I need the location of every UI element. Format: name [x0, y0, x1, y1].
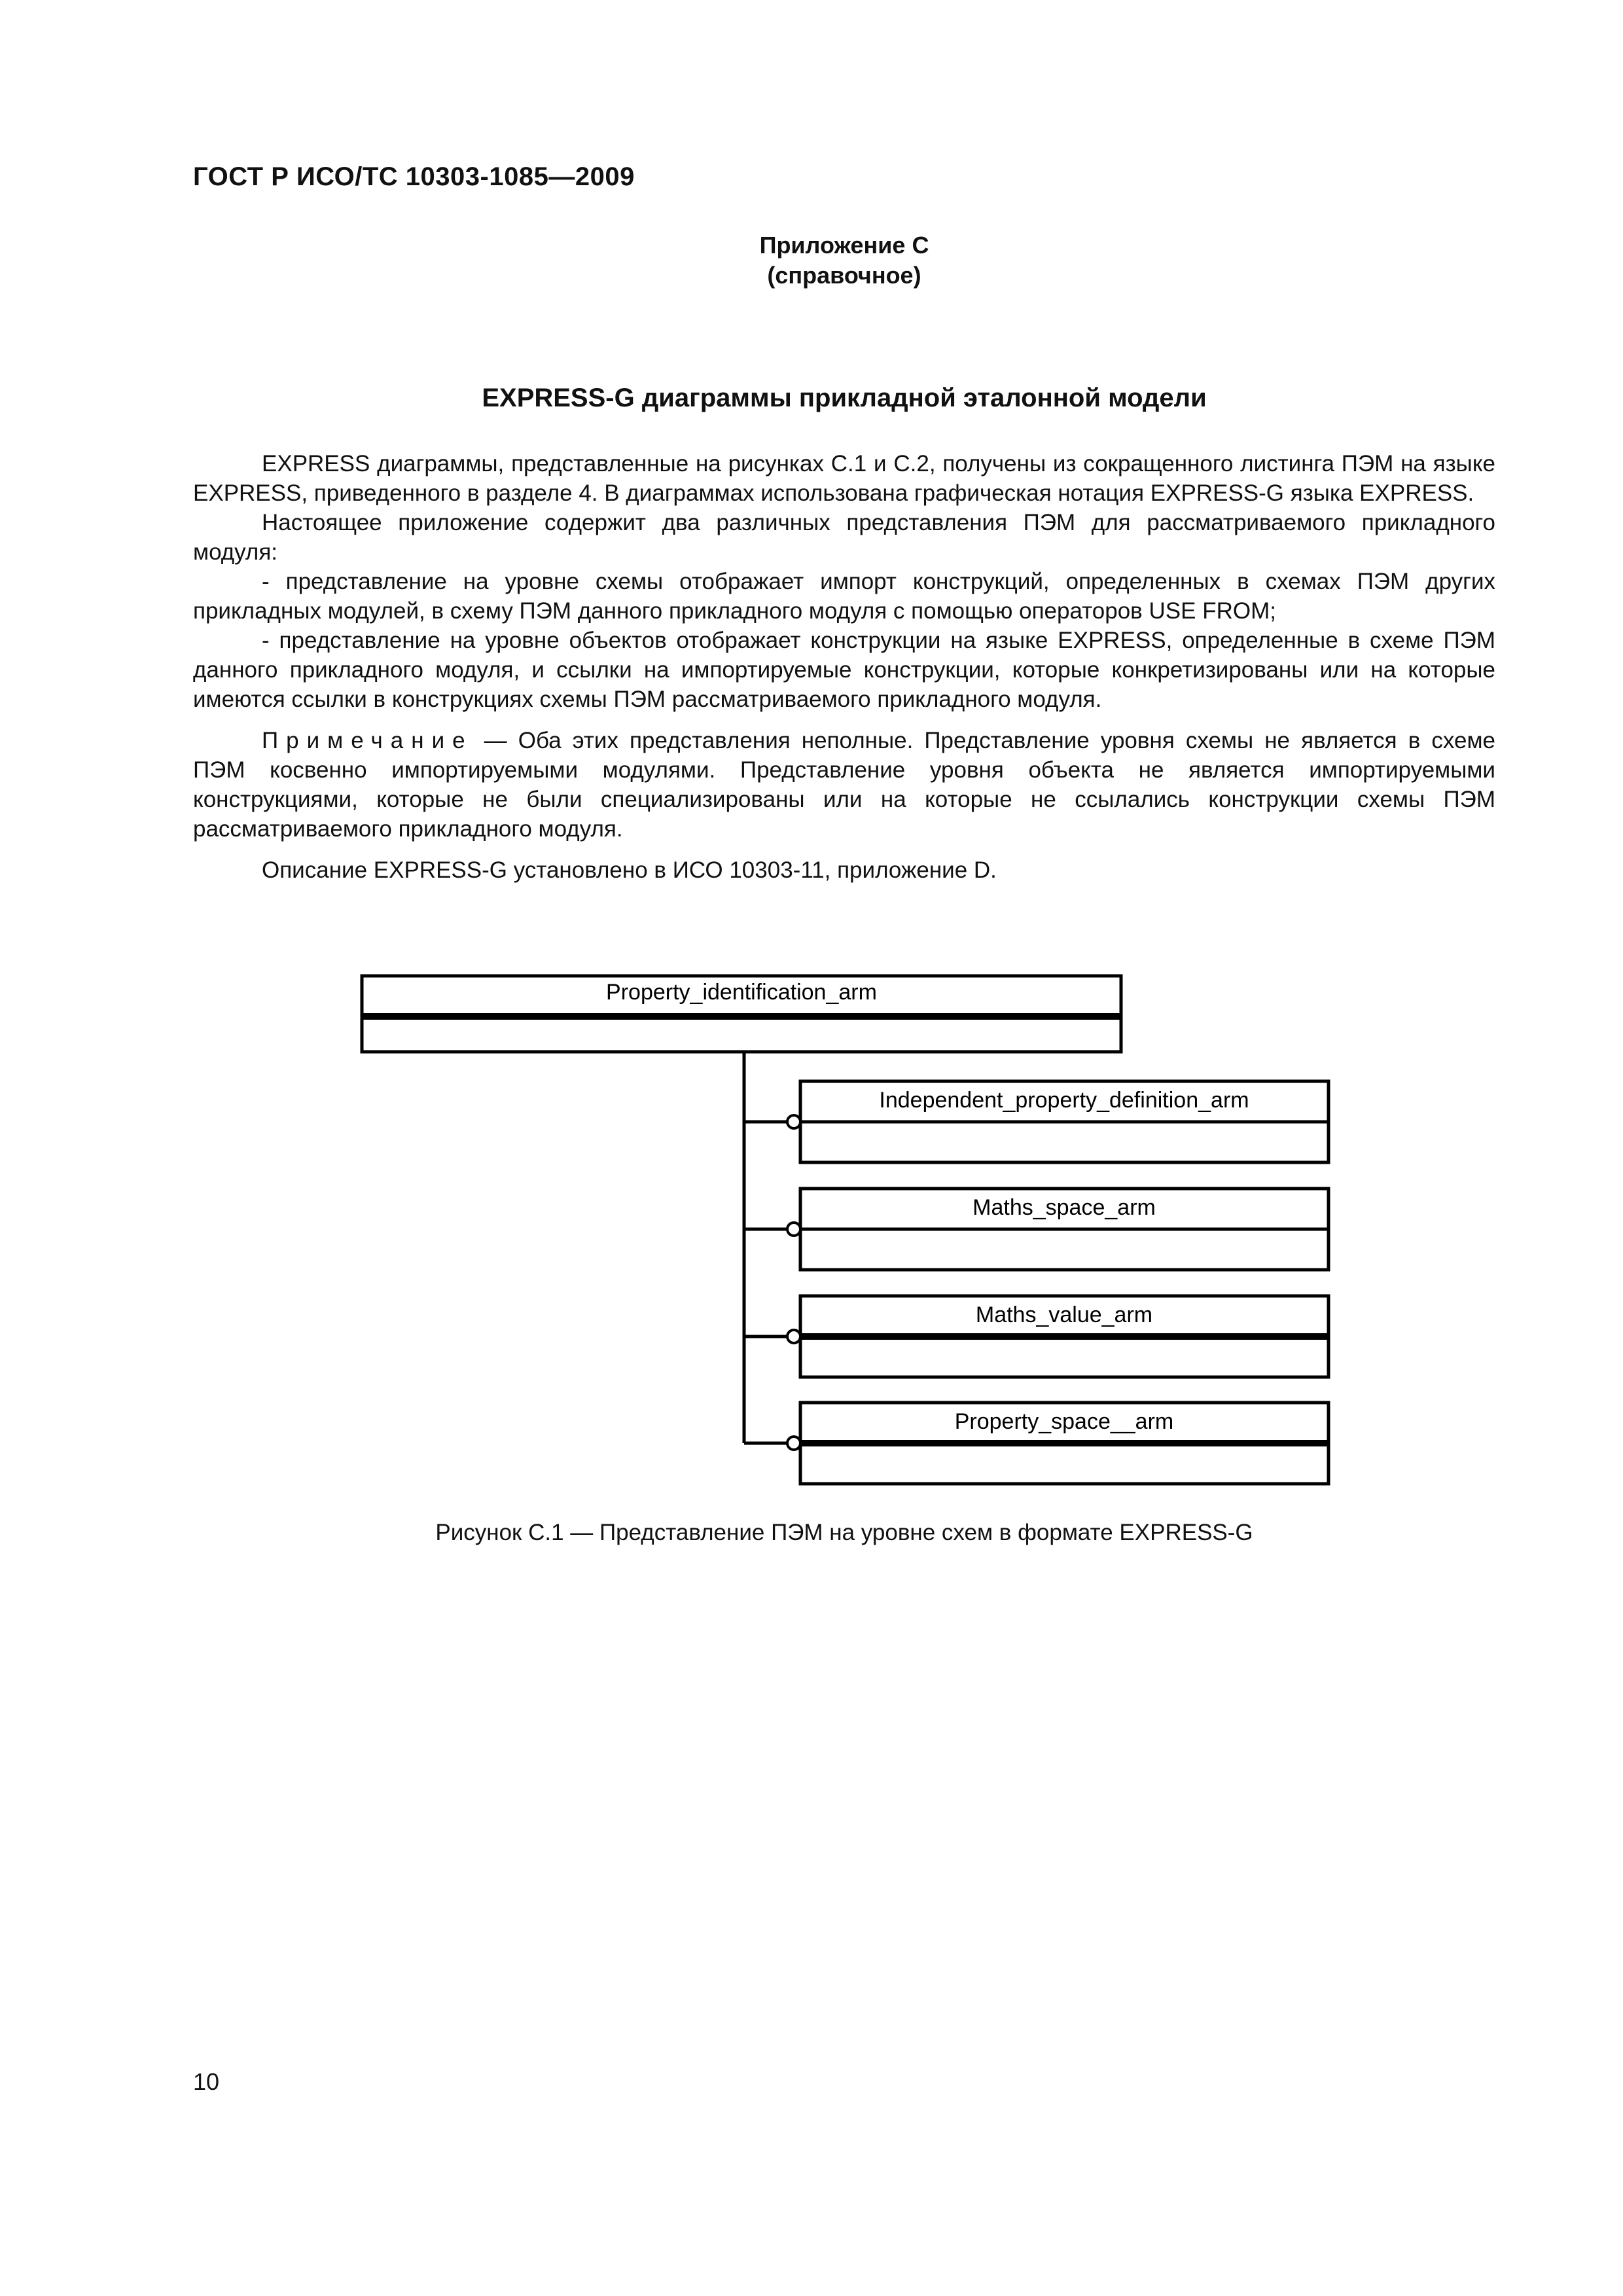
- entity-name-child: Maths_space_arm: [972, 1195, 1156, 1220]
- entity-name-child: Maths_value_arm: [975, 1302, 1153, 1327]
- paragraph: Настоящее приложение содержит два различных представления ПЭМ для рассматриваемого прикладного модуля:: [193, 510, 1495, 565]
- standard-code: ГОСТ Р ИСО/ТС 10303-1085—2009: [193, 162, 635, 191]
- paragraph: EXPRESS диаграммы, представленные на рисунках С.1 и С.2, получены из сокращенного листинга ПЭМ на языке EXPRESS, приведенного в разделе 4. В диаграммах использована графическая нотация EXPRESS-G языка EXPRESS.: [193, 451, 1495, 506]
- list-item: - представление на уровне объектов отображает конструкции на языке EXPRESS, определенные в схеме ПЭМ данного прикладного модуля, и ссылки на импортируемые конструкции, которые конкретизированы или на которые имеются ссылки в конструкциях схемы ПЭМ рассматриваемого прикладного модуля.: [193, 628, 1495, 712]
- entity-name-child: Property_space__arm: [954, 1409, 1174, 1434]
- note-label: Примечание: [262, 728, 473, 753]
- reference-paragraph: Описание EXPRESS-G установлено в ИСО 10303-11, приложение D.: [262, 857, 997, 883]
- figure-caption: Рисунок С.1 — Представление ПЭМ на уровне схем в формате EXPRESS-G: [435, 1520, 1253, 1545]
- subtype-circle-icon: [787, 1115, 800, 1128]
- annex-type: (справочное): [767, 262, 921, 289]
- entity-name-child: Independent_property_definition_arm: [879, 1088, 1249, 1113]
- entity-box-root: [362, 976, 1121, 1052]
- section-title: EXPRESS-G диаграммы прикладной эталонной модели: [482, 384, 1207, 412]
- entity-box-child: [800, 1081, 1329, 1162]
- entity-box-child: [800, 1296, 1329, 1377]
- subtype-circle-icon: [787, 1330, 800, 1343]
- annex-label: Приложение С: [759, 232, 929, 259]
- subtype-circle-icon: [787, 1437, 800, 1450]
- entity-box-child: [800, 1189, 1329, 1270]
- entity-name-root: Property_identification_arm: [606, 980, 877, 1005]
- entity-box-child: [800, 1403, 1329, 1484]
- note-text: — Оба этих представления неполные. Представление уровня схемы не является в схеме ПЭМ косвенно импортируемыми модулями. Представление уровня объекта не является импортируемыми конструкциями, которые не были специализированы или на которые не ссылались конструкции схемы ПЭМ рассматриваемого прикладного модуля.: [193, 728, 1495, 842]
- subtype-circle-icon: [787, 1223, 800, 1236]
- page-number: 10: [193, 2068, 220, 2095]
- list-item: - представление на уровне схемы отображает импорт конструкций, определенных в схемах ПЭМ других прикладных модулей, в схему ПЭМ данного прикладного модуля с помощью операторов USE FROM;: [193, 569, 1495, 624]
